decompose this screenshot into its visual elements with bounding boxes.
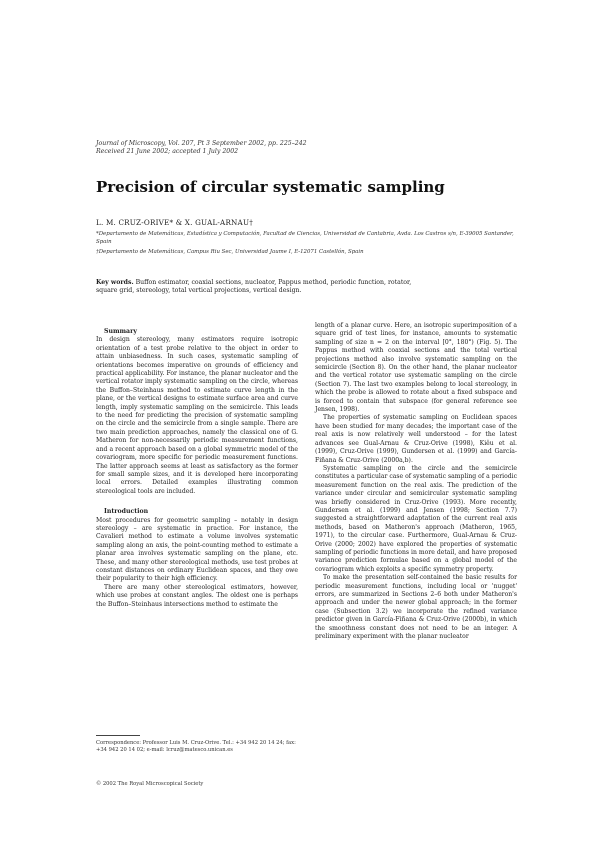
affiliation-2: †Departamento de Matemáticas, Campus Riu Sec, Universidad Jaume I, E-12071 Castellón, Spain (96, 249, 364, 256)
summary-heading: Summary (104, 328, 137, 335)
journal-citation (96, 140, 396, 156)
summary-paragraph: In design stereology, many estimators require isotropic orientation of a test probe relative to the object in order to attain unbiasedness. In such cases, systematic sampling of orientations becomes imperative on grounds of efficiency and practical applicability. For instance, the planar nucleator and the vertical rotator imply systematic sampling on the circle, whereas the Buffon–Steinhaus method to estimate curve length in the plane, or the vertical designs to estimate surface area and curve length, imply systematic sampling on the semicircle. This leads to the need for predicting the precision of systematic sampling on the circle and the semicircle from a single sample. There are two main prediction approaches, namely the classical one of G. Matheron for non-necessarily periodic measurement functions, and a recent approach based on a global symmetric model of the covariogram, more specific for periodic measurement functions. The latter approach seems at least as satisfactory as the former for small sample sizes, and it is developed here incorporating local errors. Detailed examples illustrating common stereological tools are included. (96, 336, 298, 495)
left-column (96, 328, 298, 609)
keywords-label: Key words. (96, 279, 134, 286)
body-paragraph-4: To make the presentation self-contained the basic results for periodic measurement functions, including local or 'nugget' errors, are summarized in Sections 2–6 both under Matheron's approach and under the newer global approach; in the former case (Subsection 3.2) we incorporate the refined variance predictor given in García-Fiñana & Cruz-Orive (2000b), in which the smoothness constant does not need to be an integer. A preliminary experiment with the planar nucleator (315, 574, 517, 641)
copyright-notice: © 2002 The Royal Microscopical Society (96, 781, 204, 787)
footnote-divider (96, 735, 140, 736)
affiliations (96, 231, 516, 260)
journal-line: Journal of Microscopy, Vol. 207, Pt 3 September 2002, pp. 225–242 (96, 140, 307, 147)
correspondence-footnote: Correspondence: Professor Luis M. Cruz-Orive. Tel.: +34 942 20 14 24; fax: +34 942 20 14 02; e-mail: lcruz@matesco.unican.es (96, 740, 296, 754)
introduction-heading: Introduction (104, 508, 149, 516)
body-paragraph-2: The properties of systematic sampling on Euclidean spaces have been studied for many decades; the important case of the real axis is now relatively well understood – for the latest advances see Gual-Arnau & Cruz-Orive (1998), Kiêu et al. (1999), Cruz-Orive (1999), Gundersen et al. (1999) and García-Fiñana & Cruz-Orive (2000a,b). (315, 414, 517, 464)
received-line: Received 21 June 2002; accepted 1 July 2002 (96, 148, 239, 155)
right-column (315, 322, 517, 641)
body-paragraph-1: length of a planar curve. Here, an isotropic superimposition of a square grid of test lines, for instance, amounts to systematic sampling of size n = 2 on the interval [0°, 180°) (Fig. 5). The Pappus method with coaxial sections and the total vertical projections method also involve systematic sampling on the semicircle (Section 8). On the other hand, the planar nucleator and the vertical rotator use systematic sampling on the circle (Section 7). The last two examples belong to local stereology, in which the probe is allowed to rotate about a fixed subspace and is forced to contain that subspace (for general reference see Jensen, 1998). (315, 322, 517, 414)
intro-paragraph-1: Most procedures for geometric sampling – notably in design stereology – are systematic in practice. For instance, the Cavalieri method to estimate a volume involves systematic sampling along an axis, the point-counting method to estimate a planar area involves systematic sampling on the plane, etc. These, and many other stereological methods, use test probes at constant distances on ordinary Euclidean spaces, and they owe their popularity to their high efficiency. (96, 516, 298, 583)
article-title: Precision of circular systematic sampling (96, 178, 445, 196)
keywords-text: Buffon estimator, coaxial sections, nucleator, Pappus method, periodic function, rotator, square grid, stereology, total vertical projections, vertical design. (96, 279, 412, 295)
author-list: L. M. CRUZ-ORIVE* & X. GUAL-ARNAU† (96, 218, 253, 227)
affiliation-1: *Departamento de Matemáticas, Estadística y Computación, Facultad de Ciencias, Universidad de Cantabria, Avda. Los Castros s/n, E-39005 Santander, Spain (96, 231, 514, 245)
body-paragraph-3: Systematic sampling on the circle and the semicircle constitutes a particular case of systematic sampling of a periodic measurement function on the real axis. The prediction of the variance under circular and semicircular systematic sampling was briefly considered in Cruz-Orive (1993). More recently, Gundersen et al. (1999) and Jensen (1998; Section 7.7) suggested a straightforward adaptation of the current real axis methods, based on Matheron's approach (Matheron, 1965, 1971), to the circular case. Furthermore, Gual-Arnau & Cruz-Orive (2000; 2002) have explored the properties of systematic sampling of periodic functions in more detail, and have proposed variance prediction formulae based on a global model of the covariogram which exploits a specific symmetry property. (315, 464, 517, 573)
keywords (96, 279, 426, 295)
intro-paragraph-2: There are many other stereological estimators, however, which use probes at constant angles. The oldest one is perhaps the Buffon–Steinhaus intersections method to estimate the (96, 583, 298, 608)
